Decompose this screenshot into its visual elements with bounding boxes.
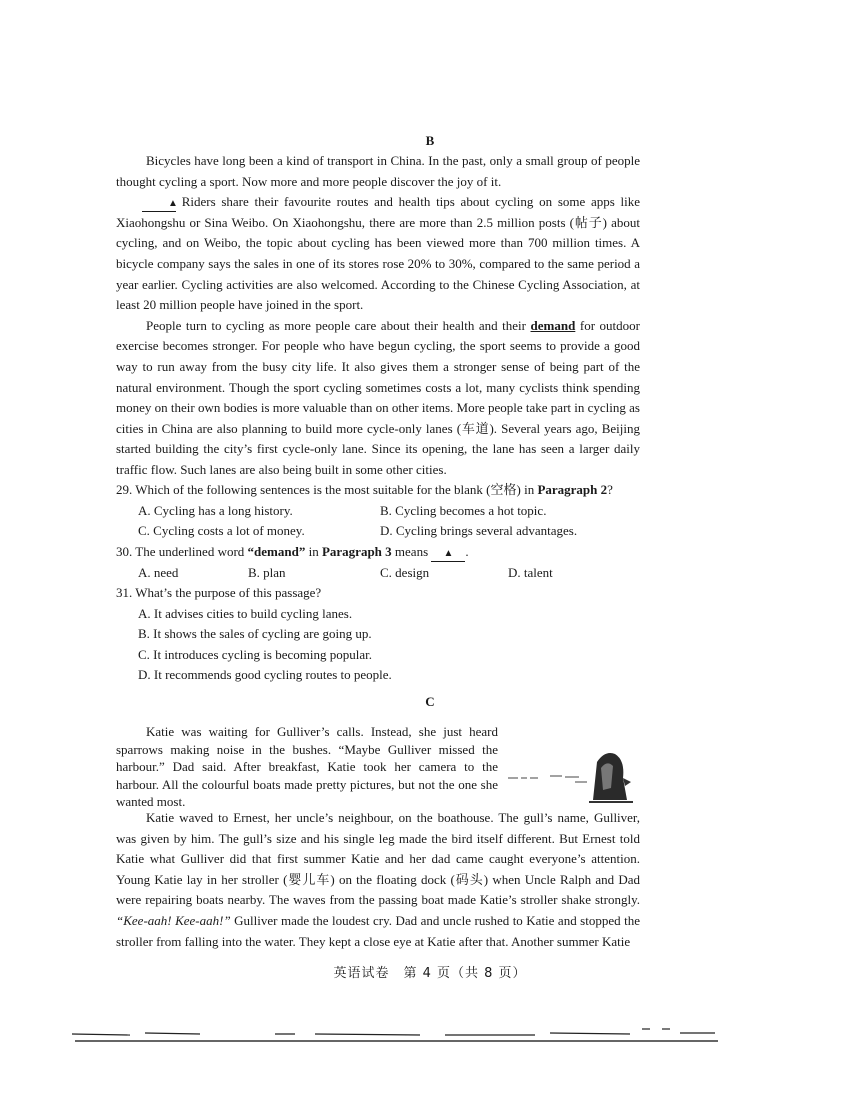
option-d: D. It recommends good cycling routes to people.: [138, 667, 392, 683]
option-a: A. It advises cities to build cycling lanes.: [138, 605, 353, 621]
option-d: D. talent: [508, 564, 553, 580]
option-c: C. design: [380, 564, 430, 580]
option-a: A. need: [138, 564, 179, 580]
option-a: A. Cycling has a long history.: [138, 502, 293, 518]
paragraph-3: People turn to cycling as more people care about their health and their demand for outdoor exercise becomes stronger. For people who have begun cycling, the sport seems to provide a good way to run away from the busy city life. It also gives them a stronger sense of being part of the natural environment. Though the sport cycling sometimes costs a lot, many cyclists think spending money on their own bodies is more valuable than on other items. More people take part in cycling as cities in China are also planning to build more cycle-only lanes (车道). Several years ago, Beijing started building the city’s first cycle-only lane. Since its opening, the lane has seen a larger daily traffic flow. Such lanes are also being built in some other cities.: [116, 317, 640, 477]
scan-edge-lines: [70, 1025, 720, 1049]
section-b-passage: [116, 151, 640, 481]
question-29: [116, 480, 656, 542]
blank-marker: ▲: [431, 547, 465, 562]
section-c-paragraph-1: Katie was waiting for Gulliver’s calls. Instead, she just heard sparrows making noise in the bushes. “Maybe Gulliver missed the harbour.” Dad said. After breakfast, Katie took her camera to the harbour. All the colourful boats made pretty pictures, but not the one she wanted most.: [116, 724, 498, 809]
option-b: B. plan: [248, 564, 286, 580]
option-d: D. Cycling brings several advantages.: [380, 523, 578, 539]
option-c: C. Cycling costs a lot of money.: [138, 523, 305, 539]
option-row: [116, 521, 656, 542]
page-footer: 英语试卷 第 4 页（共 8 页）: [333, 966, 527, 981]
option-row: [116, 563, 656, 584]
question-stem: 29. Which of the following sentences is the most suitable for the blank (空格) in Paragraph 2?: [116, 482, 613, 497]
section-c-heading: C: [425, 694, 435, 709]
blank-marker: ▲: [142, 197, 176, 212]
question-31: [116, 583, 656, 686]
question-30: [116, 542, 656, 583]
section-b-heading: B: [425, 133, 435, 148]
option-c: C. It introduces cycling is becoming popular.: [138, 646, 372, 662]
gull-cry-text: “Kee-aah! Kee-aah!”: [116, 912, 231, 928]
paragraph-2: ▲ Riders share their favourite routes and health tips about cycling on some apps like Xiaohongshu or Sina Weibo. On Xiaohongshu, there are more than 2.5 million posts (帖子) about cycling, and on Weibo, the topic about cycling has been viewed more than 700 million times. A bicycle company says the sales in one of its stores rose 20% to 30%, compared to the same period a year earlier. Cycling activities are also welcomed. According to the Chinese Cycling Association, at least 20 million people have joined in the sport.: [116, 194, 640, 313]
gull-illustration-image: [505, 748, 640, 806]
underlined-word: demand: [530, 317, 576, 333]
option-b: B. It shows the sales of cycling are going up.: [138, 626, 372, 642]
question-stem: 30. The underlined word “demand” in Paragraph 3 means ▲ .: [116, 542, 656, 563]
question-stem: 31. What’s the purpose of this passage?: [116, 585, 322, 600]
paragraph-1: Bicycles have long been a kind of transport in China. In the past, only a small group of people thought cycling a sport. Now more and more people discover the joy of it.: [116, 153, 640, 189]
section-c-paragraph-2: Katie waved to Ernest, her uncle’s neighbour, on the boathouse. The gull’s name, Gulliver, was given by him. The gull’s size and his single leg made the bird itself different. But Ernest told Katie what Gulliver did that first summer Katie and her dad came caught everyone’s attention. Young Katie lay in her stroller (婴儿车) on the floating dock (码头) when Uncle Ralph and Dad were repairing boats nearby. The waves from the passing boat made Katie’s stroller shake strongly. “Kee-aah! Kee-aah!” Gulliver made the loudest cry. Dad and uncle rushed to Katie and stopped the stroller from falling into the water. They kept a close eye at Katie after that. Another summer Katie: [116, 810, 640, 949]
option-row: [116, 501, 656, 522]
option-b: B. Cycling becomes a hot topic.: [380, 502, 547, 518]
